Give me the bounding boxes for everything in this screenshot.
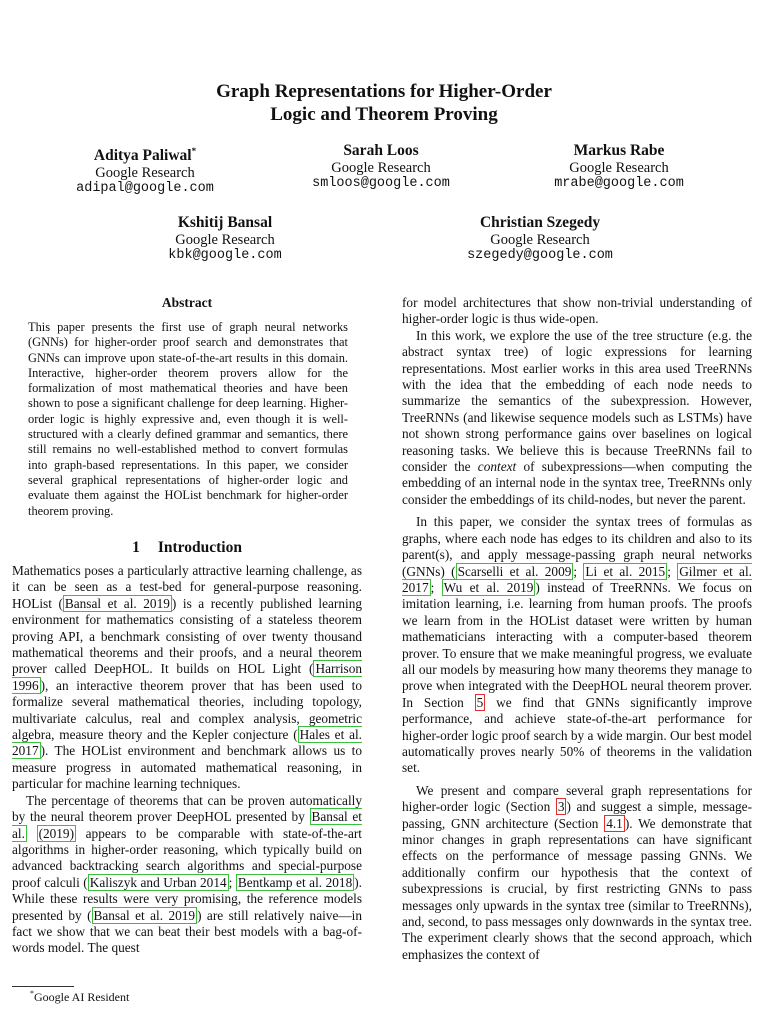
citation-link[interactable]: Harrison 1996 xyxy=(12,661,362,693)
footnote-mark: * xyxy=(30,989,34,998)
author-name: Aditya Paliwal* xyxy=(93,146,197,165)
citation-link[interactable]: Gilmer et al. 2017 xyxy=(402,563,752,595)
section-ref-link[interactable]: 4.1 xyxy=(606,815,623,831)
paragraph: In this paper, we consider the syntax trees of formulas as graphs, where each node has edges to its children and also to its parent(s), and apply message-passing graph neural networks (GNNs) ( Scarselli et al. 2009 ; Li et al. 2015 ; Gilmer et al. 2017 ; Wu et al. 2019 ) instead of TreeRNNs. We focus on imitation learning, i.e. learning from human proofs. The proofs we learn from in the HOList dataset were written by human mathematicians interacting with a computer-based theorem prover. To ensure that we make meaningful progress, we evaluate all our models by measuring how many theorems they manage to prove when integrated with the DeepHOL neural theorem prover. In Section 5 we find that GNNs significantly improve performance, and achieve state-of-the-art performance for higher-order logic proof search by a wide margin. Our best model automatically proves nearly 50% of theorems in the validation set. xyxy=(402,514,753,776)
paragraph: In this work, we explore the use of the tree structure (e.g. the abstract syntax tree) of logic expressions for learning representations. Most earlier works in this area used TreeRNNs with the idea that the embedding of each node needs to summarize the semantics of the subexpression. However, TreeRNNs (and likewise sequence models such as LSTMs) have not shown strong performance gains over baselines on logical reasoning tasks. We believe this is because TreeRNNs fail to consider the context of subexpressions—when computing the embedding of an internal node in the syntax tree, TreeRNNs only consider the embeddings of its child-nodes, but never the parent. xyxy=(402,327,752,507)
abstract-text: This paper presents the first use of graph neural networks (GNNs) for higher-order proof search and demonstrates that GNNs can improve upon state-of-the-art results in this domain. Interactive, higher-order theorem provers allow for the formalization of most mathematical theories and have been shown to pose a significant challenge for deep learning. Higher-order logic is highly expressive and, even though it is well-structured with a clearly defined grammar and semantics, there still remains no well-established method to convert formulas into graph-based representations. In this paper, we consider several graphical representations of higher-order logic and evaluate them against the HOList benchmark for higher-order theorem proving. xyxy=(28,320,348,518)
title-line-1: Graph Representations for Higher-Order xyxy=(216,81,552,102)
paragraph: Mathematics poses a particularly attractive learning challenge, as it can be seen as a test-bed for general-purpose reasoning. HOList ( Bansal et al. 2019 ) is a recently published learning environment for mathematics consisting of a stateless theorem proving API, a benchmark consisting of over twenty thousand mathematical theorems and their proofs, and a neural theorem prover called DeepHOL. It builds on HOL Light ( Harrison 1996 ), an interactive theorem prover that has been used to formalize several mathematical theories, including topology, multivariate calculus, real and complex analysis, geometric algebra, measure theory and the Kepler conjecture ( Hales et al. 2017 ). The HOList environment and benchmark allows us to measure progress in automated mathematical reasoning, in particular for machine learning techniques. xyxy=(12,563,362,792)
footnote-text: Google AI Resident xyxy=(34,990,130,1004)
citation-link[interactable]: Bentkamp et al. 2018 xyxy=(237,874,353,890)
section-ref-link[interactable]: 3 xyxy=(557,799,565,815)
author-email: kbk@google.com xyxy=(168,248,282,263)
section-number: 1 xyxy=(132,539,140,556)
right-column-body xyxy=(402,295,752,963)
abstract-heading: Abstract xyxy=(161,295,213,310)
author-email: smloos@google.com xyxy=(312,176,450,191)
author-name: Sarah Loos xyxy=(343,142,419,159)
author-email: szegedy@google.com xyxy=(467,248,613,263)
citation-link[interactable]: Bansal et al. xyxy=(12,809,362,841)
footnote-divider xyxy=(12,986,74,987)
author-affiliation: Google Research xyxy=(490,231,590,248)
section-title: Introduction xyxy=(157,539,242,556)
citation-link[interactable]: Kaliszyk and Urban 2014 xyxy=(89,874,227,890)
citation-link[interactable]: Hales et al. 2017 xyxy=(12,727,362,759)
citation-link[interactable]: Bansal et al. 2019 xyxy=(64,595,170,611)
author-footnote-mark: * xyxy=(191,146,197,156)
author-block xyxy=(120,215,330,265)
section-heading xyxy=(12,539,362,557)
left-column-body xyxy=(12,563,362,957)
author-email: adipal@google.com xyxy=(76,181,214,197)
section-ref-link[interactable]: 5 xyxy=(476,694,484,710)
emphasis: context xyxy=(477,459,517,475)
author-affiliation: Google Research xyxy=(175,231,275,248)
citation-link[interactable]: Li et al. 2015 xyxy=(585,563,666,579)
title-line-2: Logic and Theorem Proving xyxy=(270,104,498,125)
author-name: Markus Rabe xyxy=(573,142,665,159)
author-name: Christian Szegedy xyxy=(479,214,601,231)
author-name: Kshitij Bansal xyxy=(177,214,273,231)
author-affiliation: Google Research xyxy=(95,164,195,181)
footnote xyxy=(30,989,129,1005)
paragraph: The percentage of theorems that can be proven automatically by the neural theorem prover DeepHOL presented by Bansal et al. (2019) appears to be comparable with state-of-the-art algorithms in higher-order reasoning, which typically build on advanced backtracking search algorithms and special-purpose proof calculi ( Kaliszyk and Urban 2014 ; Bentkamp et al. 2018 ). While these results were very promising, the reference models presented by ( Bansal et al. 2019 ) are still relatively naive—in fact we show that we can beat their best models with a bag-of-words model. The quest xyxy=(12,792,362,956)
citation-link[interactable]: (2019) xyxy=(38,825,75,841)
paragraph: We present and compare several graph representations for higher-order logic (Section 3 ) and suggest a simple, message-passing, GNN architecture (Section 4.1 ). We demonstrate that minor changes in graph representations can have significant effects on the performance of message passing GNNs. We additionally confirm our hypothesis that the context of subexpressions is crucial, by first restricting GNNs to pass messages only upwards in the syntax tree (similar to TreeRNNs), and, second, to pass messages only downwards in the syntax tree. The experiment clearly shows that the second approach, which emphasizes the context of xyxy=(402,782,753,962)
citation-link[interactable]: Wu et al. 2019 xyxy=(443,579,534,595)
author-block xyxy=(514,143,724,193)
citation-link[interactable]: Bansal et al. 2019 xyxy=(93,907,196,923)
author-block xyxy=(276,143,486,193)
author-affiliation: Google Research xyxy=(569,159,669,176)
paper-title xyxy=(0,80,768,126)
citation-link[interactable]: Scarselli et al. 2009 xyxy=(457,563,572,579)
author-affiliation: Google Research xyxy=(331,159,431,176)
author-block xyxy=(40,143,250,198)
author-block xyxy=(425,215,655,265)
author-email: mrabe@google.com xyxy=(554,176,684,191)
paragraph: for model architectures that show non-trivial understanding of higher-order logic is thus wide-open. xyxy=(402,295,752,327)
